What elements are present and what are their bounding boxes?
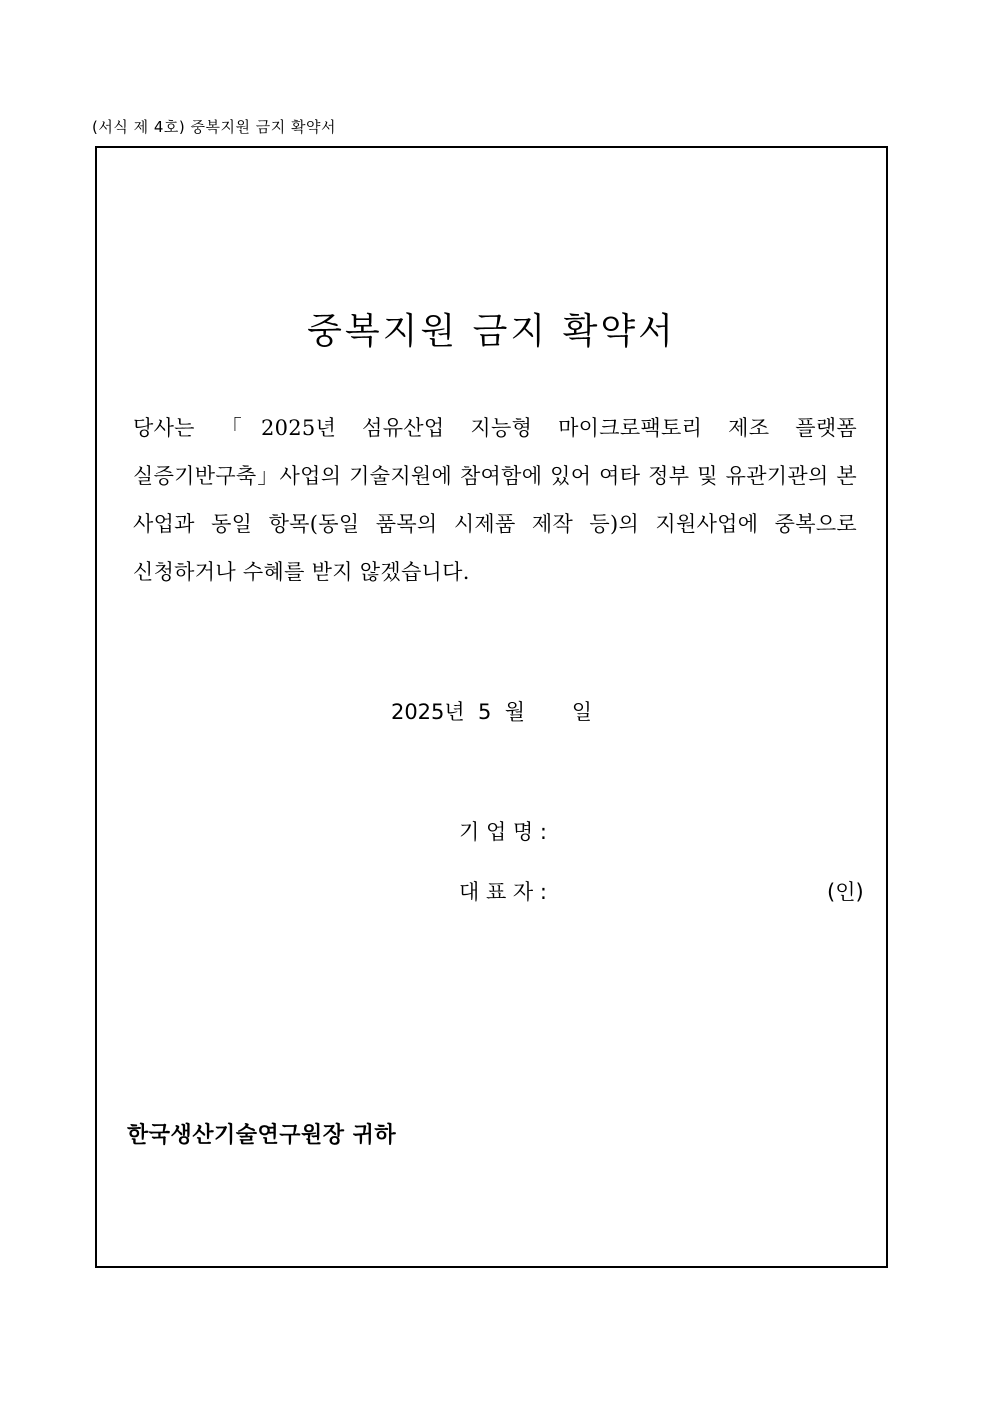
recipient-line: 한국생산기술연구원장 귀하 — [127, 1122, 397, 1148]
document-title: 중복지원 금지 확약서 — [307, 311, 676, 352]
representative-label: 대 표 자 : — [459, 880, 547, 904]
seal-mark: (인) — [827, 880, 864, 904]
document-frame — [95, 146, 888, 1268]
pledge-body-text: 당사는 「2025년 섬유산업 지능형 마이크로팩토리 제조 플랫폼 실증기반구축」사업의 기술지원에 참여함에 있어 여타 정부 및 유관기관의 본 사업과 동일 항목(동일 품목의 시제품 제작 등)의 지원사업에 중복으로 신청하거나 수혜를 받지 않겠습니다. — [133, 416, 857, 584]
date-line: 2025년 5 월 일 — [390, 700, 593, 724]
company-name-label: 기 업 명 : — [459, 820, 547, 844]
form-number-label: (서식 제 4호) 중복지원 금지 확약서 — [92, 118, 336, 136]
